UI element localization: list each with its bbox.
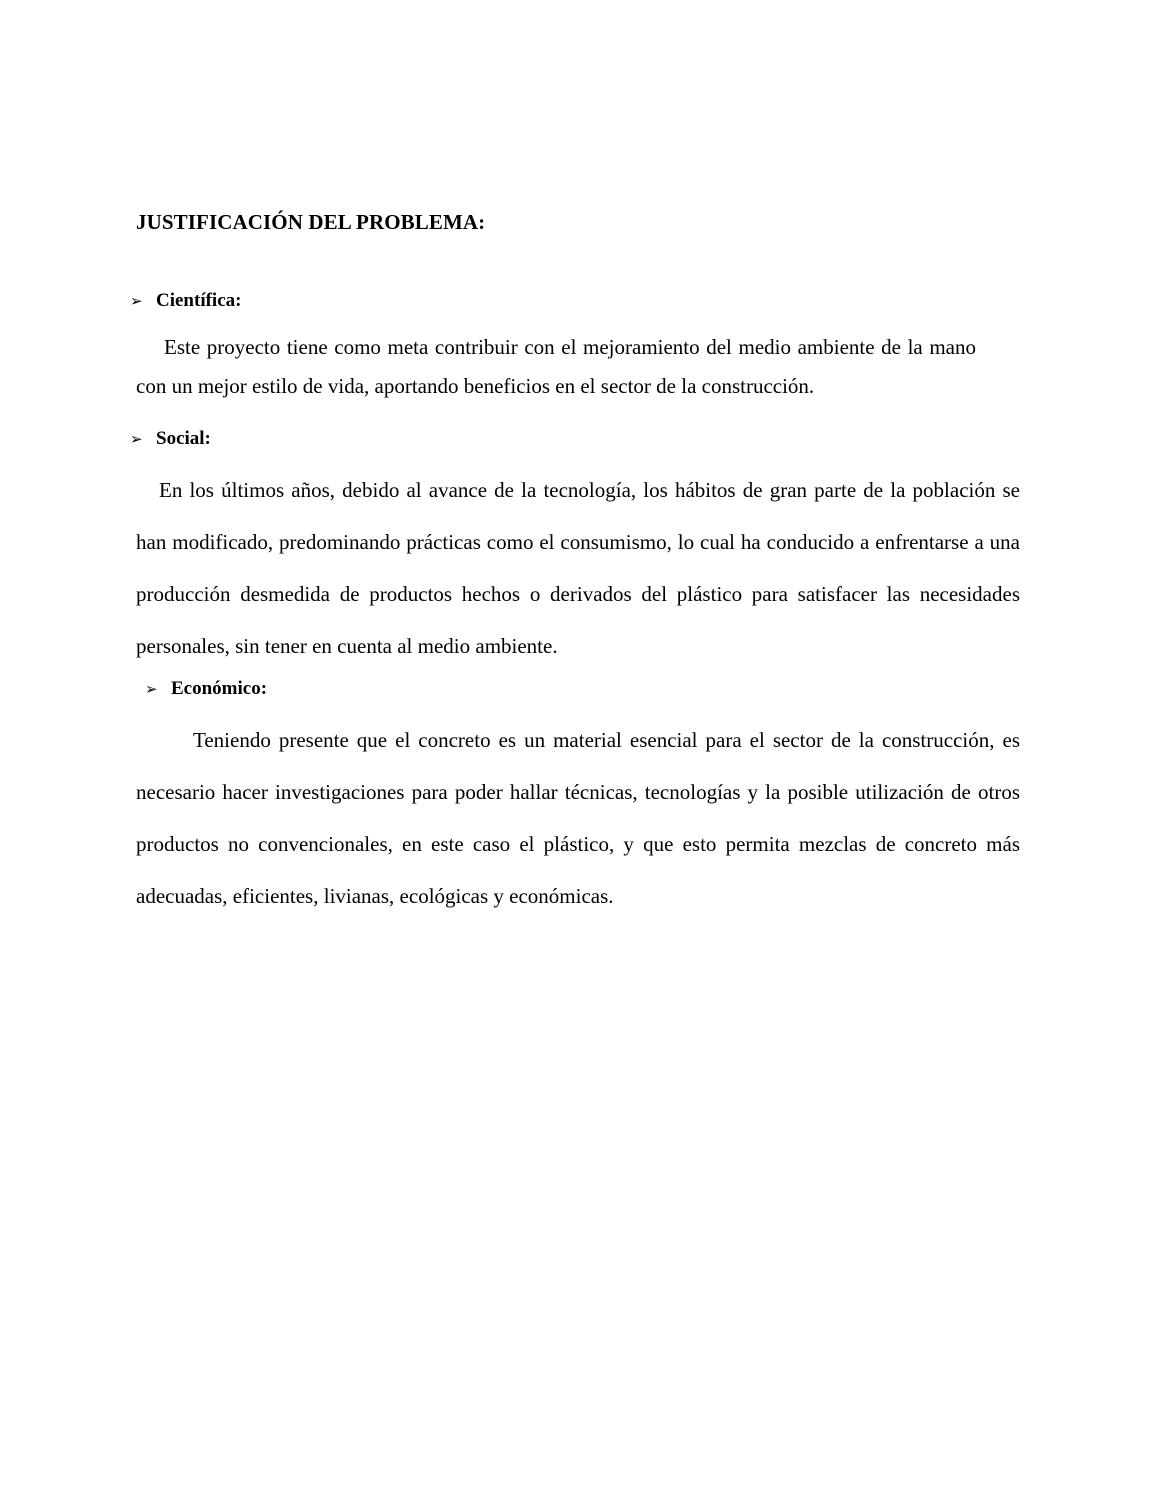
section-paragraph-social: En los últimos años, debido al avance de la tecnología, los hábitos de gran parte de la población se han modificado, predominando prácticas como el consumismo, lo cual ha conducido a enfrentarse a una producción desmedida de productos hechos o derivados del plástico para satisfacer las necesidades personales, sin tener en cuenta al medio ambiente. — [136, 478, 1020, 658]
section-heading-social — [130, 428, 211, 450]
document-title: JUSTIFICACIÓN DEL PROBLEMA: — [136, 210, 486, 234]
section-paragraph-cientifica — [136, 328, 976, 406]
arrowhead-bullet-icon: ➢ — [130, 431, 143, 448]
paragraph-text: Este proyecto tiene como meta contribuir con el mejoramiento del medio ambiente de la mano con un mejor estilo de vida, aportando beneficios en el sector de la construcción. — [136, 335, 976, 398]
section-paragraph-economico: Teniendo presente que el concreto es un material esencial para el sector de la construcción, es necesario hacer investigaciones para poder hallar técnicas, tecnologías y la posible utilización de otros productos no convencionales, en este caso el plástico, y que esto permita mezclas de concreto más adecuadas, eficientes, livianas, ecológicas y económicas. — [136, 728, 1020, 908]
section-heading-label: Económico: — [171, 678, 268, 699]
section-heading-label: Científica: — [156, 290, 242, 311]
arrowhead-bullet-icon: ➢ — [145, 681, 158, 698]
arrowhead-bullet-icon: ➢ — [130, 293, 143, 310]
section-heading-label: Social: — [156, 428, 211, 449]
section-heading-cientifica — [130, 290, 241, 312]
section-heading-economico — [145, 678, 267, 700]
